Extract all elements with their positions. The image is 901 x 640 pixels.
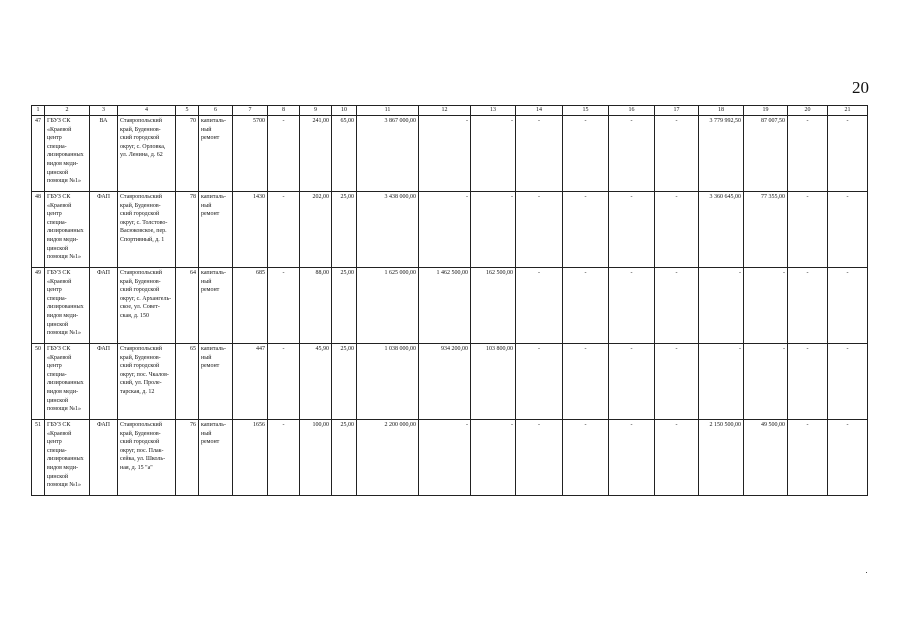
row-number: 49 [32,268,45,344]
cell-value: - [788,116,828,192]
cell-value: - [655,116,699,192]
wear-percent: 64 [176,268,199,344]
row-number: 48 [32,192,45,268]
scan-speck [866,572,867,573]
cell-value: 88,00 [300,268,332,344]
cell-value: 103 800,00 [471,344,516,420]
object-type: ФАП [90,344,118,420]
cell-value: - [419,116,471,192]
object-type: ФАП [90,420,118,496]
table-header-row [32,106,868,116]
column-header: 1 [32,106,45,116]
cell-value: - [609,420,655,496]
work-type: капиталь- ный ремонт [199,420,233,496]
cell-value: 1 038 000,00 [357,344,419,420]
column-header: 10 [332,106,357,116]
column-header: 12 [419,106,471,116]
cell-value: 87 007,50 [744,116,788,192]
cell-value: - [828,420,868,496]
cell-value: - [419,192,471,268]
object-type: ФАП [90,268,118,344]
cell-value: - [699,344,744,420]
cell-value: - [788,344,828,420]
wear-percent: 78 [176,192,199,268]
column-header: 9 [300,106,332,116]
wear-percent: 70 [176,116,199,192]
work-type: капиталь- ный ремонт [199,268,233,344]
column-header: 3 [90,106,118,116]
institution-name: ГБУЗ СК «Краевой центр специа- лизированных видов меди- цинской помощи №1» [45,268,90,344]
cell-value: - [516,344,563,420]
table-row [32,268,868,344]
page-number: 20 [852,78,869,97]
cell-value: 25,00 [332,268,357,344]
object-type: ВА [90,116,118,192]
column-header: 19 [744,106,788,116]
cell-value: 65,00 [332,116,357,192]
cell-value: - [744,344,788,420]
area-value: 5700 [233,116,268,192]
cell-value: 1 625 000,00 [357,268,419,344]
column-header: 2 [45,106,90,116]
column-header: 20 [788,106,828,116]
row-number: 51 [32,420,45,496]
cell-value: - [268,420,300,496]
cell-value: - [655,344,699,420]
cell-value: 1 462 500,00 [419,268,471,344]
object-address: Ставропольский край, Буденнов- ский городской округ, с. Толстово- Васюковское, пер. Спортивный, д. 1 [118,192,176,268]
cell-value: - [563,268,609,344]
cell-value: 45,90 [300,344,332,420]
institution-name: ГБУЗ СК «Краевой центр специа- лизированных видов меди- цинской помощи №1» [45,192,90,268]
cell-value: 77 355,00 [744,192,788,268]
column-header: 15 [563,106,609,116]
cell-value: 25,00 [332,192,357,268]
table-row [32,344,868,420]
cell-value: 100,00 [300,420,332,496]
column-header: 18 [699,106,744,116]
cell-value: - [471,116,516,192]
cell-value: - [516,268,563,344]
cell-value: 162 500,00 [471,268,516,344]
cell-value: - [828,192,868,268]
cell-value: - [516,116,563,192]
object-address: Ставропольский край, Буденнов- ский городской округ, с. Орловка, ул. Ленина, д. 62 [118,116,176,192]
object-type: ФАП [90,192,118,268]
row-number: 50 [32,344,45,420]
column-header: 11 [357,106,419,116]
cell-value: 25,00 [332,420,357,496]
cell-value: - [268,116,300,192]
work-type: капиталь- ный ремонт [199,116,233,192]
cell-value: - [609,344,655,420]
cell-value: - [788,268,828,344]
cell-value: - [563,344,609,420]
cell-value: - [655,192,699,268]
cell-value: - [268,192,300,268]
cell-value: 3 360 645,00 [699,192,744,268]
cell-value: - [655,420,699,496]
cell-value: - [788,420,828,496]
cell-value: - [516,192,563,268]
cell-value: - [609,268,655,344]
cell-value: 49 500,00 [744,420,788,496]
column-header: 17 [655,106,699,116]
cell-value: 2 200 000,00 [357,420,419,496]
column-header: 14 [516,106,563,116]
institution-name: ГБУЗ СК «Краевой центр специа- лизированных видов меди- цинской помощи №1» [45,344,90,420]
cell-value: - [563,116,609,192]
cell-value: 241,00 [300,116,332,192]
area-value: 1430 [233,192,268,268]
column-header: 7 [233,106,268,116]
work-type: капиталь- ный ремонт [199,192,233,268]
institution-name: ГБУЗ СК «Краевой центр специа- лизированных видов меди- цинской помощи №1» [45,420,90,496]
column-header: 8 [268,106,300,116]
wear-percent: 76 [176,420,199,496]
cell-value: - [471,420,516,496]
area-value: 447 [233,344,268,420]
table-row [32,192,868,268]
object-address: Ставропольский край, Буденнов- ский городской округ, пос. Плак- сейка, ул. Школь- ная, д. 15 "а" [118,420,176,496]
table-row [32,420,868,496]
cell-value: - [609,116,655,192]
cell-value: - [471,192,516,268]
column-header: 6 [199,106,233,116]
cell-value: 25,00 [332,344,357,420]
cell-value: - [828,116,868,192]
cell-value: 202,00 [300,192,332,268]
column-header: 13 [471,106,516,116]
wear-percent: 65 [176,344,199,420]
data-table [31,105,868,496]
object-address: Ставропольский край, Буденнов- ский городской округ, с. Архангель- ское, ул. Совет- ская, д. 150 [118,268,176,344]
area-value: 1656 [233,420,268,496]
cell-value: - [419,420,471,496]
cell-value: 3 438 000,00 [357,192,419,268]
cell-value: - [788,192,828,268]
cell-value: - [516,420,563,496]
cell-value: - [609,192,655,268]
area-value: 685 [233,268,268,344]
row-number: 47 [32,116,45,192]
cell-value: - [828,268,868,344]
cell-value: - [828,344,868,420]
cell-value: - [268,344,300,420]
cell-value: - [563,420,609,496]
cell-value: 934 200,00 [419,344,471,420]
cell-value: - [744,268,788,344]
cell-value: 3 867 000,00 [357,116,419,192]
institution-name: ГБУЗ СК «Краевой центр специа- лизированных видов меди- цинской помощи №1» [45,116,90,192]
cell-value: 2 150 500,00 [699,420,744,496]
cell-value: - [268,268,300,344]
cell-value: 3 779 992,50 [699,116,744,192]
work-type: капиталь- ный ремонт [199,344,233,420]
cell-value: - [563,192,609,268]
table-row [32,116,868,192]
column-header: 21 [828,106,868,116]
column-header: 4 [118,106,176,116]
cell-value: - [655,268,699,344]
column-header: 5 [176,106,199,116]
cell-value: - [699,268,744,344]
column-header: 16 [609,106,655,116]
object-address: Ставропольский край, Буденнов- ский городской округ, пос. Чкалов- ский, ул. Проле- тарская, д. 12 [118,344,176,420]
